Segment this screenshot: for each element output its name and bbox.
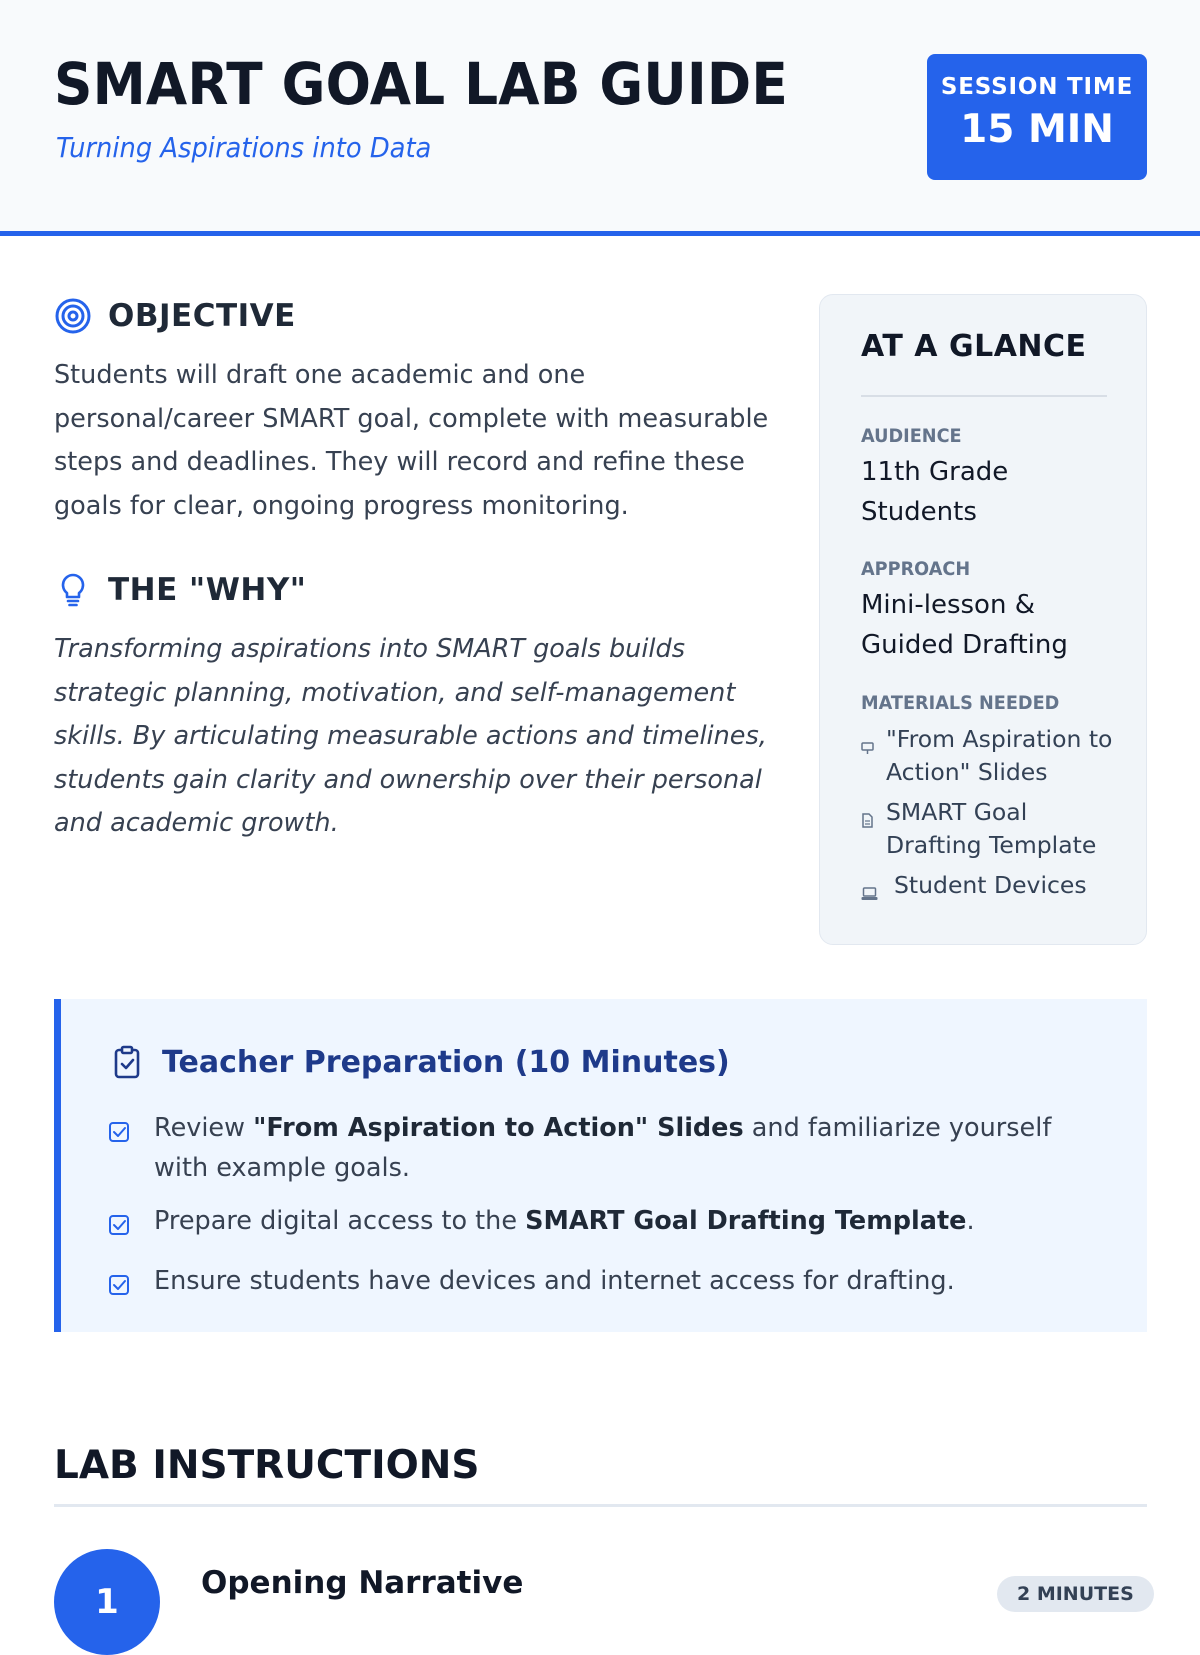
objective-heading: OBJECTIVE	[108, 298, 296, 334]
page-subtitle: Turning Aspirations into Data	[56, 131, 432, 164]
material-label: SMART Goal Drafting Template	[886, 798, 1097, 859]
lab-instructions-heading: LAB INSTRUCTIONS	[54, 1443, 480, 1488]
step-duration-badge: 2 MINUTES	[997, 1576, 1154, 1612]
session-time-label: SESSION TIME	[940, 74, 1134, 100]
list-item	[861, 723, 1121, 789]
list-item	[861, 796, 1121, 862]
session-time-value: 15 MIN	[960, 107, 1114, 152]
laptop-icon	[861, 869, 894, 910]
list-item	[108, 1201, 1108, 1248]
why-heading: THE "WHY"	[108, 572, 307, 608]
step-number: 1	[54, 1549, 160, 1655]
target-icon	[54, 297, 92, 335]
list-item	[108, 1108, 1108, 1188]
checkbox-icon	[108, 1261, 154, 1308]
lab-divider	[54, 1504, 1147, 1507]
clipboard-check-icon	[108, 1043, 146, 1081]
audience-label: AUDIENCE	[861, 425, 962, 447]
prep-header	[108, 1043, 730, 1081]
prep-item-text: Prepare digital access to the SMART Goal Drafting Template.	[154, 1206, 975, 1236]
at-a-glance-card	[819, 294, 1147, 945]
approach-value: Mini-lesson & Guided Drafting	[861, 590, 1068, 660]
checkbox-icon	[108, 1108, 154, 1155]
materials-label: MATERIALS NEEDED	[861, 692, 1060, 714]
material-label: Student Devices	[894, 871, 1087, 899]
prep-item-text: Ensure students have devices and internet access for drafting.	[154, 1266, 955, 1296]
lightbulb-icon	[54, 571, 92, 609]
materials-list	[861, 723, 1121, 917]
objective-text: Students will draft one academic and one personal/career SMART goal, complete with measurable steps and deadlines. They will record and refine these goals for clear, ongoing progress monitoring.	[54, 360, 769, 521]
list-item	[108, 1261, 1108, 1308]
why-text: Transforming aspirations into SMART goals builds strategic planning, motivation, and self-management skills. By articulating measurable actions and timelines, students gain clarity and ownership over their personal and academic growth.	[54, 634, 767, 838]
glance-divider	[861, 395, 1107, 397]
session-time-badge	[927, 54, 1147, 180]
page-title: SMART GOAL LAB GUIDE	[54, 50, 789, 118]
step-title: Opening Narrative	[201, 1565, 524, 1601]
audience-value: 11th Grade Students	[861, 457, 1009, 527]
why-header	[54, 571, 306, 609]
approach-label: APPROACH	[861, 558, 971, 580]
prep-heading: Teacher Preparation (10 Minutes)	[162, 1044, 730, 1080]
glance-heading: AT A GLANCE	[861, 329, 1087, 364]
document-icon	[861, 796, 886, 837]
prep-item-text: Review "From Aspiration to Action" Slides and familiarize yourself with example goals.	[154, 1113, 1052, 1183]
page-header	[0, 0, 1200, 236]
checkbox-icon	[108, 1201, 154, 1248]
material-label: "From Aspiration to Action" Slides	[886, 725, 1113, 786]
presentation-icon	[861, 723, 886, 764]
list-item	[861, 869, 1121, 910]
prep-checklist	[108, 1108, 1108, 1321]
objective-header	[54, 297, 296, 335]
teacher-preparation-panel	[54, 999, 1147, 1332]
